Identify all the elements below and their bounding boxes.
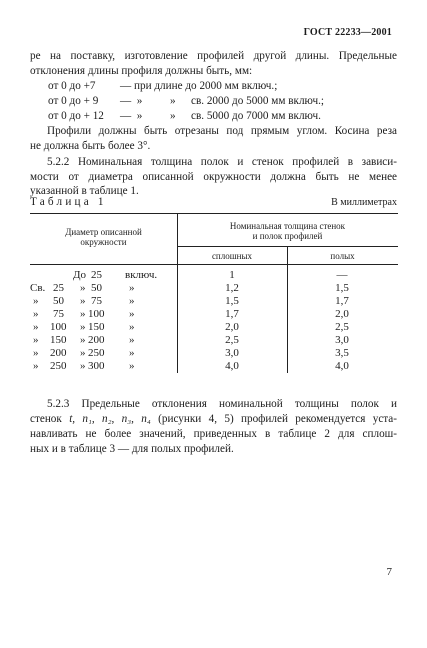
deviation-text: — при длине до 2000 мм включ.; xyxy=(120,80,278,92)
table-header-rule xyxy=(30,264,398,265)
section-522-line-1: 5.2.2 Номинальная толщина полок и стенок профилей в зависи- xyxy=(47,156,397,168)
table-row: » 75 » 100 » 1,7 2,0 xyxy=(33,308,349,320)
section-522-line-3: указанной в таблице 1. xyxy=(30,185,139,197)
section-522-line-2: мости от диаметра описанной окружности должна быть не менее xyxy=(30,171,397,183)
deviation-text: св. 2000 до 5000 мм включ.; xyxy=(191,95,324,107)
page-number: 7 xyxy=(386,566,392,578)
section-523-line-3: навливать не более значений, приведенных в таблице 2 для сплош- xyxy=(30,428,397,440)
section-523-line-1: 5.2.3 Предельные отклонения номинальной толщины полок и xyxy=(47,398,397,410)
table-row: » 150 » 200 » 2,5 3,0 xyxy=(33,334,349,346)
table-row: » 50 » 75 » 1,5 1,7 xyxy=(33,295,349,307)
header-solid: сплошных xyxy=(211,251,253,261)
deviation-ditto: » xyxy=(170,110,176,122)
header-thickness: Номинальная толщина стенок и полок профилей xyxy=(229,221,346,241)
intro-line-2: отклонения длины профиля должны быть, мм: xyxy=(30,65,253,77)
table-row: До 25 включ. 1 — xyxy=(73,269,348,281)
deviation-range: от 0 до + 9 xyxy=(48,95,99,107)
table-unit: В миллиметрах xyxy=(331,197,397,208)
thickness-variables: t, n₁, n₂, n₃, n₄ xyxy=(69,413,151,425)
deviation-dash: — » xyxy=(120,110,143,122)
deviation-text: св. 5000 до 7000 мм включ. xyxy=(191,110,321,122)
cut-note-line-1: Профили должны быть отрезаны под прямым углом. Косина реза xyxy=(47,125,397,137)
cut-note-line-2: не должна быть более 3°. xyxy=(30,140,151,152)
table-row: Св. 25 » 50 » 1,2 1,5 xyxy=(30,282,349,294)
header-diameter: Диаметр описанной окружности xyxy=(65,227,142,247)
intro-line-1: ре на поставку, изготовление профилей другой длины. Предельные xyxy=(30,50,397,62)
table-row: » 100 » 150 » 2,0 2,5 xyxy=(33,321,349,333)
table-row: » 200 » 250 » 3,0 3,5 xyxy=(33,347,349,359)
deviation-ditto: » xyxy=(170,95,176,107)
standard-header: ГОСТ 22233—2001 xyxy=(303,27,392,38)
table-1 xyxy=(30,213,398,373)
section-523-line-4: ных и в таблице 3 — для полых профилей. xyxy=(30,443,234,455)
table-caption: Таблица 1 xyxy=(30,196,107,208)
header-hollow: полых xyxy=(330,251,355,261)
deviation-dash: — » xyxy=(120,95,143,107)
section-523-line-2: стенок t, n₁, n₂, n₃, n₄ (рисунки 4, 5) профилей рекомендуется уста- xyxy=(30,413,397,425)
table-top-rule xyxy=(30,213,398,214)
deviation-range: от 0 до + 12 xyxy=(48,110,104,122)
table-row: » 250 » 300 » 4,0 4,0 xyxy=(33,360,349,372)
deviation-range: от 0 до +7 xyxy=(48,80,96,92)
